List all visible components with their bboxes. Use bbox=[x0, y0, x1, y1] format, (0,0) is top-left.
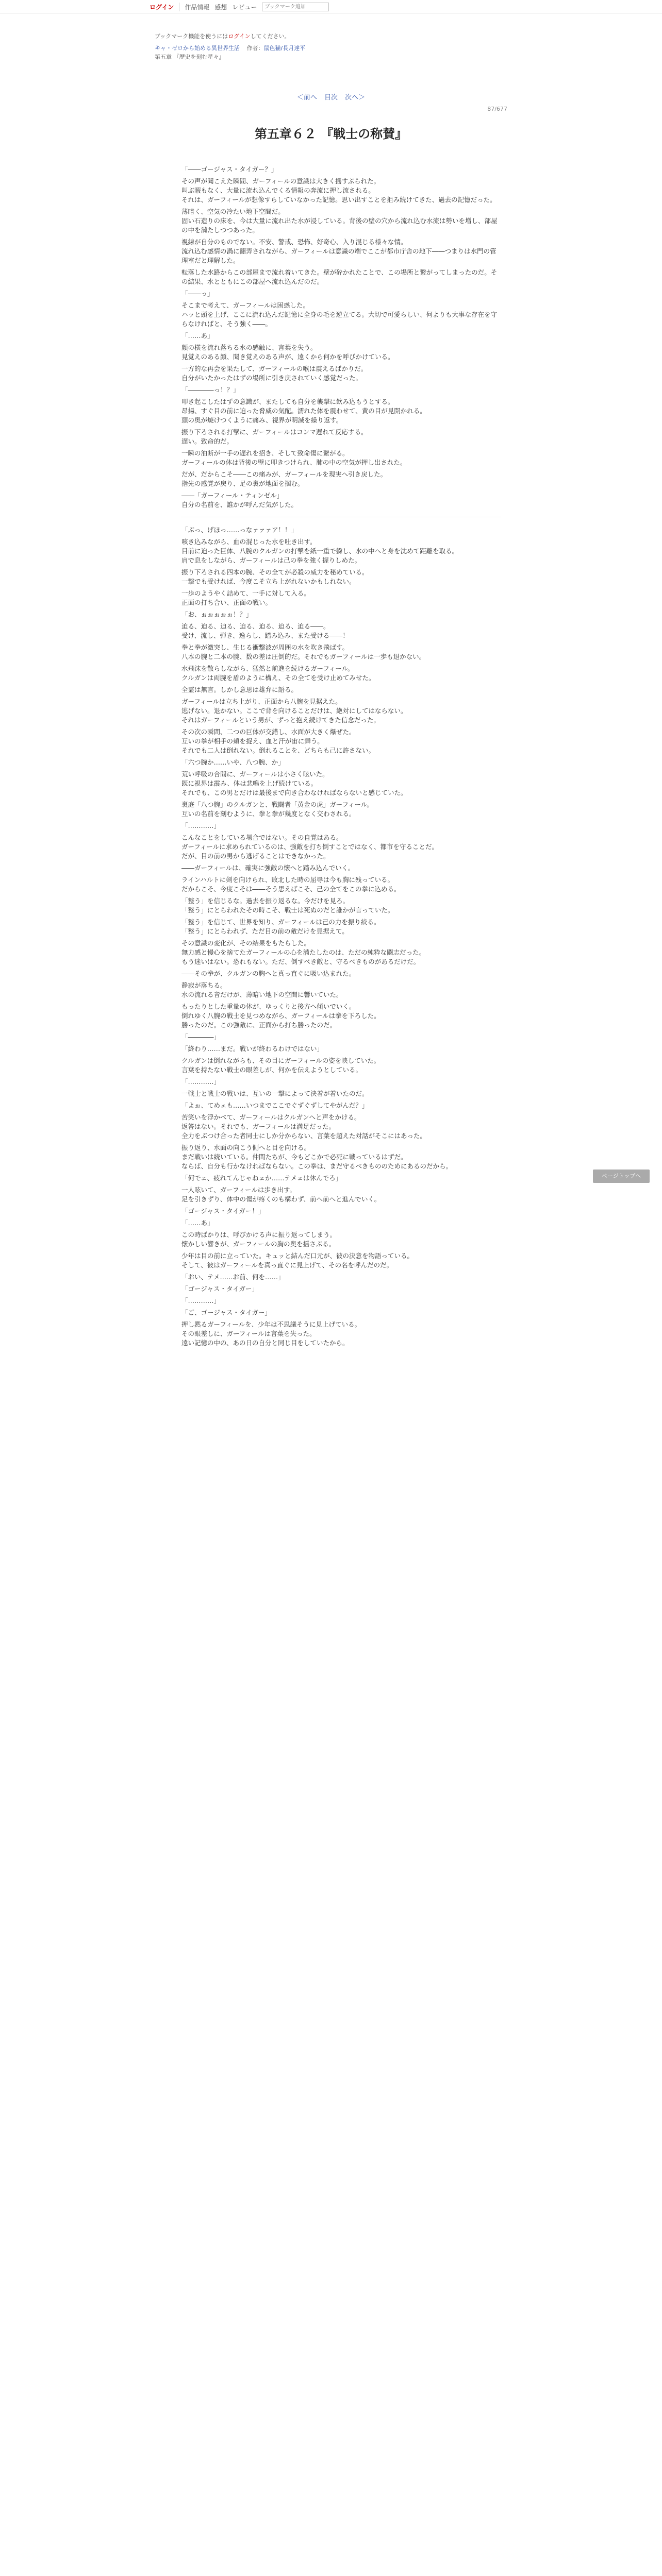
bookmark-input[interactable] bbox=[262, 3, 329, 11]
body-paragraph: 「お、ぉぉぉぉぉ！？」 bbox=[181, 611, 253, 618]
body-paragraph: だが、だからこそ――この痛みが、ガーフィールを現実へ引き戻した。 指先の感覚が戻り、足の裏が地面を掴む。 bbox=[181, 470, 387, 487]
body-paragraph: 少年は目の前に立っていた。キュッと結んだ口元が、彼の決意を物語っている。 そして、彼はガーフィールを真っ直ぐに見上げて、その名を呼んだのだ。 bbox=[181, 1252, 414, 1269]
body-paragraph: クルガンは倒れながらも、その目にガーフィールの姿を映していた。 言葉を持たない戦士の眼差しが、何かを伝えようとしている。 bbox=[181, 1057, 380, 1074]
next-link[interactable]: 次へ＞ bbox=[345, 94, 366, 101]
body-paragraph: 振り返り、水面の向こう側へと目を向ける。 まだ戦いは続いている。仲間たちが、今もどこかで必死に戦っているはずだ。 ならば、自分も行かなければならない。この拳は、まだ守るべきもののためにあるのだから。 bbox=[181, 1144, 453, 1170]
body-paragraph: 「ご、ゴージャス・タイガー」 bbox=[181, 1309, 271, 1316]
body-paragraph: 一戦士と戦士の戦いは、互いの一撃によって決着が着いたのだ。 bbox=[181, 1090, 369, 1097]
body-paragraph: 「…………」 bbox=[181, 822, 221, 829]
body-paragraph: 「何でェ、疲れてんじゃねェか……テメェは休んでろ」 bbox=[181, 1174, 342, 1182]
body-paragraph: 「――っ」 bbox=[181, 290, 214, 297]
bookmark-notice: ブックマーク機能を使うにはログインしてください。 bbox=[155, 33, 290, 40]
body-paragraph: 転落した水路からこの部屋まで流れ着いてきた。壁が砕かれたことで、この場所と繋がってしまったのだ。その結果、水とともにこの部屋へ流れ込んだのだ。 bbox=[181, 268, 498, 285]
body-paragraph: 迫る、迫る、迫る、迫る、迫る、迫る、迫る――。 受け、流し、弾き、逸らし、踏み込み、また受ける――！ bbox=[181, 622, 349, 639]
body-paragraph: 振り下ろされる四本の腕、その全てが必殺の威力を秘めている。 一撃でも受ければ、今度こそ立ち上がれないかもしれない。 bbox=[181, 568, 369, 585]
body-paragraph: 「よぉ、てめェも……いつまでここでぐずぐずしてやがんだ？」 bbox=[181, 1101, 369, 1109]
body-paragraph: 拳と拳が激突し、生じる衝撃波が周囲の水を吹き飛ばす。 八本の腕と二本の腕、数の差は圧倒的だ。それでもガーフィールは一歩も退かない。 bbox=[181, 643, 426, 660]
body-paragraph: 「整う」を信じるな。過去を振り返るな。今だけを見ろ。 「整う」にとらわれたその時こそ、戦士は死ぬのだと誰かが言っていた。 bbox=[181, 897, 394, 914]
body-paragraph: この時ばかりは、呼びかける声に振り返ってしまう。 懐かしい響きが、ガーフィールの胸の奥を揺さぶる。 bbox=[181, 1231, 337, 1248]
body-paragraph: 顔の横を流れ落ちる水の感触に、言葉を失う。 見覚えのある顔、聞き覚えのある声が、遠くから何かを呼びかけている。 bbox=[181, 344, 394, 361]
body-paragraph: 苦笑いを浮かべて、ガーフィールはクルガンへと声をかける。 返答はない。それでも、ガーフィールは満足だった。 全力をぶつけ合った者同士にしか分からない、言葉を超えた対話がそこにはあった。 bbox=[181, 1113, 426, 1140]
body-paragraph: 全霊は無言。しかし意思は雄弁に語る。 bbox=[181, 686, 298, 693]
body-paragraph: 「……あ」 bbox=[181, 1219, 214, 1227]
body-paragraph: 押し黙るガーフィールを、少年は不思議そうに見上げている。 その眼差しに、ガーフィールは言葉を失った。 遠い記憶の中の、あの日の自分と同じ目をしていたから。 bbox=[181, 1320, 361, 1347]
body-paragraph: 一瞬の油断が一手の遅れを招き、そして致命傷に繋がる。 ガーフィールの体は背後の壁に叩きつけられ、肺の中の空気が押し出された。 bbox=[181, 449, 407, 466]
body-paragraph: ラインハルトに剣を向けられ、敗北した時の屈辱は今も胸に残っている。 だからこそ、今度こそは――そう思えばこそ、己の全てをこの拳に込める。 bbox=[181, 876, 401, 893]
nav-item-work-info[interactable]: 作品情報 bbox=[185, 4, 210, 11]
chapter-title: 第五章６２ 『戦士の称賛』 bbox=[254, 127, 408, 141]
login-link[interactable]: ログイン bbox=[150, 3, 179, 11]
body-paragraph: 叩き起こしたはずの意識が、またしても自分を襲撃に飲み込もうとする。 昂揚、すぐ目の前に迫った脅威の気配。濡れた体を震わせて、黄の目が見開かれる。 頭の奥が焼けつくように痛み、視界が明滅を繰り返す。 bbox=[181, 398, 426, 424]
body-paragraph: 一方的な再会を果たして、ガーフィールの喉は震えるばかりだ。 自分がいたかったはずの場所に引き戻されていく感覚だった。 bbox=[181, 365, 368, 382]
body-paragraph: ――ガーフィールは、確実に強敵の懐へと踏み込んでいく。 bbox=[181, 864, 355, 872]
author-link[interactable]: 鼠色猫/長月達平 bbox=[263, 45, 306, 52]
notice-login-link[interactable]: ログイン bbox=[228, 33, 251, 40]
top-navigation-bar bbox=[0, 0, 662, 13]
body-paragraph: ――「ガーフィール・ティンゼル」 自分の名前を、誰かが呼んだ気がした。 bbox=[181, 492, 298, 509]
body-paragraph: ガーフィールは立ち上がり、正面から八腕を見据えた。 逃げない。退かない。ここで背を向けることだけは、絶対にしてはならない。 それはガーフィールという男が、ずっと抱え続けてきた信念だった。 bbox=[181, 698, 407, 724]
body-paragraph: 「ぶっ、げほっ……っなァァァア！！」 bbox=[181, 526, 298, 534]
body-paragraph: 一歩のようやく詰めて、一手に対して入る。 正面の打ち合い、正面の戦い。 bbox=[181, 589, 310, 606]
novel-info bbox=[155, 32, 305, 61]
body-paragraph: 水飛沫を散らしながら、猛然と前進を続けるガーフィール。 クルガンは両腕を盾のように構え、その全てを受け止めてみせた。 bbox=[181, 665, 375, 682]
page-top-button[interactable]: ページトップへ bbox=[593, 1170, 650, 1183]
novel-body bbox=[181, 165, 501, 2576]
chapter-line: 第五章 『歴史を刻む星々』 bbox=[155, 54, 225, 60]
series-line: キャ・ゼロから始める異世界生活 作者：鼠色猫/長月達平 bbox=[155, 45, 306, 52]
body-paragraph: 「――――」 bbox=[181, 1033, 221, 1041]
body-paragraph: 「――――っ！？」 bbox=[181, 386, 240, 394]
nav-item-review[interactable]: レビュー bbox=[232, 4, 257, 11]
body-paragraph: 振り下ろされる打撃に、ガーフィールはコンマ遅れて反応する。 遅い。致命的だ。 bbox=[181, 428, 368, 445]
body-paragraph: 「…………」 bbox=[181, 1078, 221, 1086]
body-paragraph: 荒い呼吸の合間に、ガーフィールは小さく呟いた。 既に視界は霞み、体は悲鳴を上げ続けている。 それでも、この男とだけは最後まで向き合わなければならないと感じていた。 bbox=[181, 770, 407, 796]
body-paragraph: 「ゴージャス・タイガー！」 bbox=[181, 1207, 265, 1215]
body-paragraph: 一人呟いて、ガーフィールは歩き出す。 足を引きずり、体中の傷が疼くのも構わず、前へ前へと進んでいく。 bbox=[181, 1186, 381, 1203]
body-paragraph: もったりとした重量の体が、ゆっくりと後方へ傾いでいく。 倒れゆく八腕の戦士を見つめながら、ガーフィールは拳を下ろした。 勝ったのだ。この強敵に、正面から打ち勝ったのだ。 bbox=[181, 1003, 380, 1029]
body-paragraph: 「ゴージャス・タイガー」 bbox=[181, 1285, 258, 1293]
body-paragraph: その声が聞こえた瞬間、ガーフィールの意識は大きく揺すぶられた。 叫ぶ暇もなく、大量に流れ込んでくる情報の奔流に押し流される。 それは、ガーフィールが想像すらしていなかった記憶。思い出すことを拒み続けてきた、過去の記憶だった。 bbox=[181, 177, 496, 204]
toc-link[interactable]: 目次 bbox=[324, 94, 338, 101]
body-paragraph: 「おい、テメ……お前、何を……」 bbox=[181, 1273, 285, 1281]
body-paragraph: 薄暗く、空気の冷たい地下空間だ。 固い石造りの床を、今は大量に流れ出た水が浸している。背後の壁の穴から流れ込む水流は勢いを増し、部屋の中を満たしつつあった。 bbox=[181, 208, 498, 234]
body-paragraph: 「六つ腕か……いや、八つ腕、か」 bbox=[181, 758, 285, 766]
body-paragraph: 裏庭「八つ腕」のクルガンと、戦闘者「黄金の虎」ガーフィール。 互いの名前を刻むように、拳と拳が幾度となく交わされる。 bbox=[181, 801, 373, 818]
body-paragraph: 咳き込みながら、血の混じった水を吐き出す。 目前に迫った巨体、八腕のクルガンの打撃を紙一重で躱し、水の中へと身を沈めて距離を取る。 肩で息をしながら、ガーフィールは己の拳を強く握りしめた。 bbox=[181, 538, 459, 564]
body-paragraph: 「――ゴージャス・タイガー？」 bbox=[181, 165, 278, 173]
body-paragraph: 「整う」を信じて、世界を知り、ガーフィールは己の力を振り絞る。 「整う」にとらわれず、ただ目の前の敵だけを見据えて。 bbox=[181, 918, 380, 935]
body-paragraph: こんなことをしている場合ではない。その自覚はある。 ガーフィールに求められているのは、強敵を打ち倒すことではなく、都市を守ることだ。 だが、目の前の男から逃げることはできなかった。 bbox=[181, 834, 438, 860]
body-paragraph: そこまで考えて、ガーフィールは困惑した。 ハッと頭を上げ、ここに流れ込んだ記憶に全身の毛を逆立てる。大切で可愛らしい、何よりも大事な存在を守らなければと、そう強く――。 bbox=[181, 301, 498, 328]
main-nav bbox=[150, 3, 329, 11]
body-paragraph: 「終わり……まだ。戦いが終わるわけではない」 bbox=[181, 1045, 324, 1053]
body-paragraph: 静寂が落ちる。 水の流れる音だけが、薄暗い地下の空間に響いていた。 bbox=[181, 981, 343, 998]
body-paragraph: 「…………」 bbox=[181, 1297, 221, 1304]
chapter-number: 87/677 bbox=[487, 106, 507, 112]
series-title-link[interactable]: キャ・ゼロから始める異世界生活 bbox=[155, 45, 240, 52]
prev-link[interactable]: ＜前へ bbox=[296, 94, 317, 101]
pager-top bbox=[0, 92, 662, 101]
body-paragraph: ――その拳が、クルガンの胸へと真っ直ぐに吸い込まれた。 bbox=[181, 970, 356, 977]
body-paragraph: その意識の変化が、その結果をもたらした。 無力感と慢心を捨てたガーフィールの心を満たしたのは、ただの純粋な闘志だった。 もう迷いはない。恐れもない。ただ、倒すべき敵と、守るべきものがあるだけだ。 bbox=[181, 939, 426, 965]
body-paragraph: その次の瞬間、二つの巨体が交錯し、水面が大きく爆ぜた。 互いの拳が相手の頬を捉え、血と汗が宙に舞う。 それでも二人は倒れない。倒れることを、どちらも己に許さない。 bbox=[181, 728, 375, 754]
nav-item-reviews[interactable]: 感想 bbox=[214, 4, 227, 11]
body-paragraph: 視線が自分のものでない。不安、警戒、恐怖、好奇心、入り混じる様々な情。 流れ込む感情の渦に翻弄されながら、ガーフィールは意識の端でここが都市庁舎の地下――つまりは水門の管理室だと理解した。 bbox=[181, 238, 496, 264]
body-paragraph: 「……あ」 bbox=[181, 332, 214, 340]
